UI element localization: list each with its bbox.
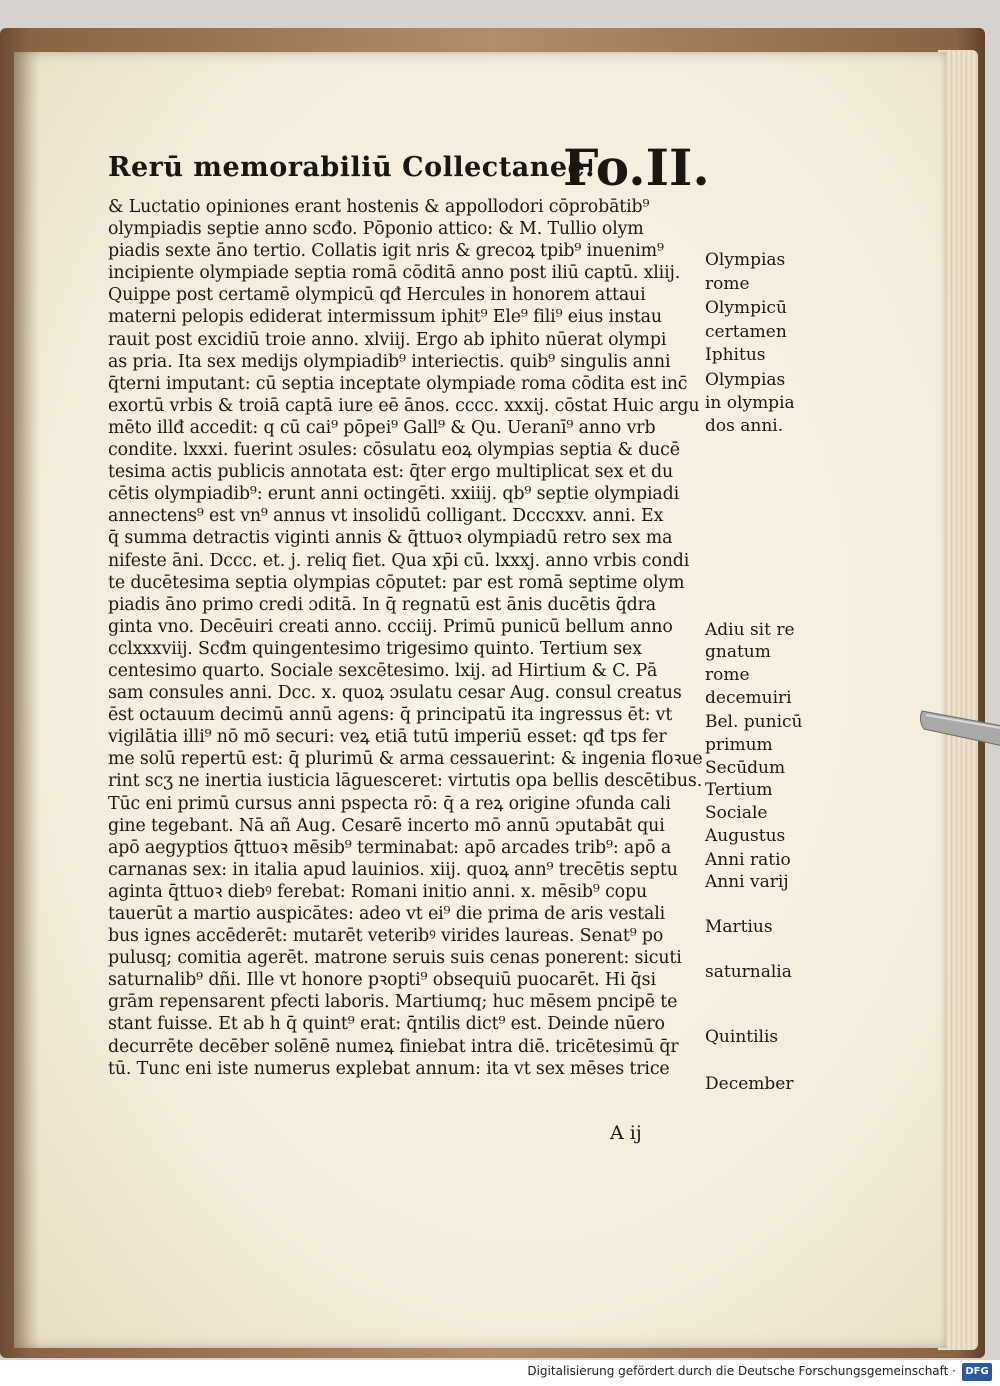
text-line: as pria. Ita sex medijs olympiadib⁹ interiectis. quib⁹ singulis anni (108, 351, 671, 372)
text-line: vigilātia illi⁹ nō mō securi: veꝝ etiā tutū imperiū esset: qđ tps fer (108, 727, 667, 748)
text-line: pulusq; comitia agerēt. matrone seruis suis cenas ponerent: sicuti (108, 948, 682, 969)
text-line: saturnalib⁹ dñi. Ille vt honore pꝛopti⁹ obsequiū puocarēt. Hi q̄si (108, 970, 656, 991)
text-line: incipiente olympiade septia romā cōditā anno post iliū captū. xliij. (108, 263, 681, 284)
text-line: condite. lxxxi. fuerint ɔsules: cōsulatu eoꝝ olympias septia & ducē (108, 440, 680, 461)
text-line: grām repensarent pfecti laboris. Martiumq; huc mēsem pncipē te (108, 992, 678, 1013)
text-line: annectens⁹ est vn⁹ annus vt insolidū colligant̄. Dcccxxv. anni. Ex (108, 506, 664, 527)
text-line: q̄ summa detractis viginti annis & q̄ttuoꝛ olympiadū retro sex ma (108, 528, 673, 549)
marginal-note: Olympias (705, 250, 786, 270)
marginal-note: dos anni. (705, 416, 784, 436)
marginal-note: certamen (705, 322, 787, 342)
text-line: stant̄ fuisse. Et ab h q̄ quint⁹ erat: q̄ntilis dict⁹ est. Deinde nūero (108, 1014, 665, 1035)
marginal-note: Anni varij (705, 872, 789, 892)
folio-number: Fo.II. (563, 138, 710, 197)
main-text-block (108, 196, 708, 1080)
text-line: ēst octauum decimū annū agens: q̄ principatū ita ingressus ēt: vt (108, 705, 673, 726)
marginal-note: rome (705, 665, 750, 685)
running-title: Rerū memorabiliū Collectanee. (108, 152, 596, 183)
marginal-note: in olympia (705, 393, 795, 413)
text-line: me solū repertū est: q̄ plurimū & arma cessauerint: & ingenia floꝛue (108, 749, 703, 770)
text-line: & Luctatio opiniones erant hostenis & appollodori cōprobātib⁹ (108, 197, 650, 217)
text-line: olympiadis septie anno scđo. Pōponio attico: & M. Tullio olym (108, 219, 644, 240)
text-line: exortū vrbis & troiā captā iure eē ānos. cccc. xxxij. cōstat Huic argu (108, 395, 700, 416)
marginal-note: Olympicū (705, 298, 787, 318)
text-line: gine tegebant̄. Nā añ Aug. Cesarē incerto mō annū ɔputabāt qui (108, 815, 665, 836)
text-line: te ducētesima septia olympias cōputet̄: par est romā septime olym (108, 572, 685, 593)
text-line: piadis sexte āno tertio. Collatis igit̄ nris & grecoꝝ tpib⁹ inuenim⁹ (108, 241, 664, 262)
marginal-note: Martius (705, 917, 773, 937)
text-line: materni pelopis ediderat intermissum iphit⁹ Ele⁹ fili⁹ eius instau (108, 307, 662, 328)
text-line: Quippe post certamē olympicū qđ Hercules in honorem attaui (108, 285, 646, 306)
text-line: aginta q̄ttuoꝛ diebꝰ ferebat̄: Romani initio anni. x. mēsib⁹ copu (108, 881, 648, 902)
scanner-pointer-icon (918, 703, 1000, 747)
marginal-note: Adiu sit re (705, 620, 795, 640)
text-line: decurrēte decēber solēnē numeꝝ finiebat intra diē. tricētesimū q̄r (108, 1036, 679, 1057)
text-line: carnanas sex: in italia apud lauinios. xiij. quoꝝ ann⁹ trecētis septu (108, 859, 678, 880)
marginal-note: Bel. punicū (705, 712, 803, 732)
marginal-note: gnatum (705, 642, 771, 662)
text-line: sam consules anni. Dcc. x. quoꝝ ɔsulatu cesar Aug. consul creatus (108, 683, 682, 704)
marginal-note: rome (705, 274, 750, 294)
marginal-note: primum (705, 735, 773, 755)
gutter-shadow (14, 52, 40, 1348)
marginal-note: Iphitus (705, 345, 766, 365)
text-line: bus ignes accēderēt: mutarēt veteribꝰ virides laureas. Senat⁹ po (108, 926, 664, 947)
marginal-note: Quintilis (705, 1027, 779, 1047)
marginal-note: saturnalia (705, 962, 792, 982)
marginal-notes (705, 0, 815, 1300)
text-line: cētis olympiadib⁹: erunt anni octingēti. xxiiij. qb⁹ septie olympiadi (108, 484, 679, 505)
text-line: ginta vno. Decēuiri creati anno. ccciij. Primū punicū bellum anno (108, 616, 673, 637)
text-line: apō aegyptios q̄ttuoꝛ mēsib⁹ terminabat̄: apō arcades trib⁹: apō a (108, 837, 672, 858)
text-line: Tūc eni primū cursus anni pspecta rō: q̄ a reꝝ origine ɔfunda cali (108, 793, 671, 814)
text-line: rauit post excidiū troie anno. xlviij. Ergo ab iphito nūerat olympi (108, 329, 667, 350)
marginal-note: Anni ratio (705, 850, 791, 870)
marginal-note: Tertium (705, 780, 773, 800)
marginal-note: December (705, 1074, 794, 1094)
marginal-note: decemuiri (705, 688, 792, 708)
text-line: piadis āno primo credi ɔditā. In q̄ regnatū est ānis ducētis q̄dra (108, 594, 656, 615)
marginal-note: Augustus (705, 826, 786, 846)
text-line: cclxxxviij. Scđm quingentesimo trigesimo quinto. Tertium sex (108, 638, 642, 659)
marginal-note: Sociale (705, 803, 768, 823)
funding-credit: Digitalisierung gefördert durch die Deutsche Forschungsgemeinschaft · (527, 1364, 956, 1378)
text-line: tesima actis publicis annotata est: q̄ter ergo multiplicat̄ sex et du (108, 462, 673, 483)
signature-mark: A ij (610, 1122, 642, 1144)
text-line: mēto illđ accedit: q cū cai⁹ pōpei⁹ Gall⁹ & Qu. Ueranī⁹ anno vrb (108, 417, 656, 438)
dfg-logo: DFG (962, 1363, 992, 1381)
text-line: q̄terni imputant̄: cū septia inceptate olympiade roma cōdita est inc̄ (108, 373, 688, 394)
text-line: tū. Tunc eni iste numerus explebat annum: ita vt sex mēses trice (108, 1058, 670, 1079)
text-line: nifeste āni. Dccc. et. j. reliq fiet. Qua xp̄i cū. lxxxj. anno vrbis condi (108, 550, 690, 571)
text-line: centesimo quarto. Sociale sexcētesimo. lxij. ad Hirtium & C. Pā (108, 660, 658, 681)
marginal-note: Olympias (705, 370, 786, 390)
text-line: rint scʒ ne inertia iusticia lāguesceret: virtutis opa bellis descētibus. (108, 771, 703, 792)
marginal-note: Secūdum (705, 758, 786, 778)
text-line: tauerūt a martio auspicātes: adeo vt ei⁹ die prima de aris vestali (108, 904, 666, 924)
footer-bar (0, 1360, 1000, 1386)
page-header (108, 100, 708, 200)
